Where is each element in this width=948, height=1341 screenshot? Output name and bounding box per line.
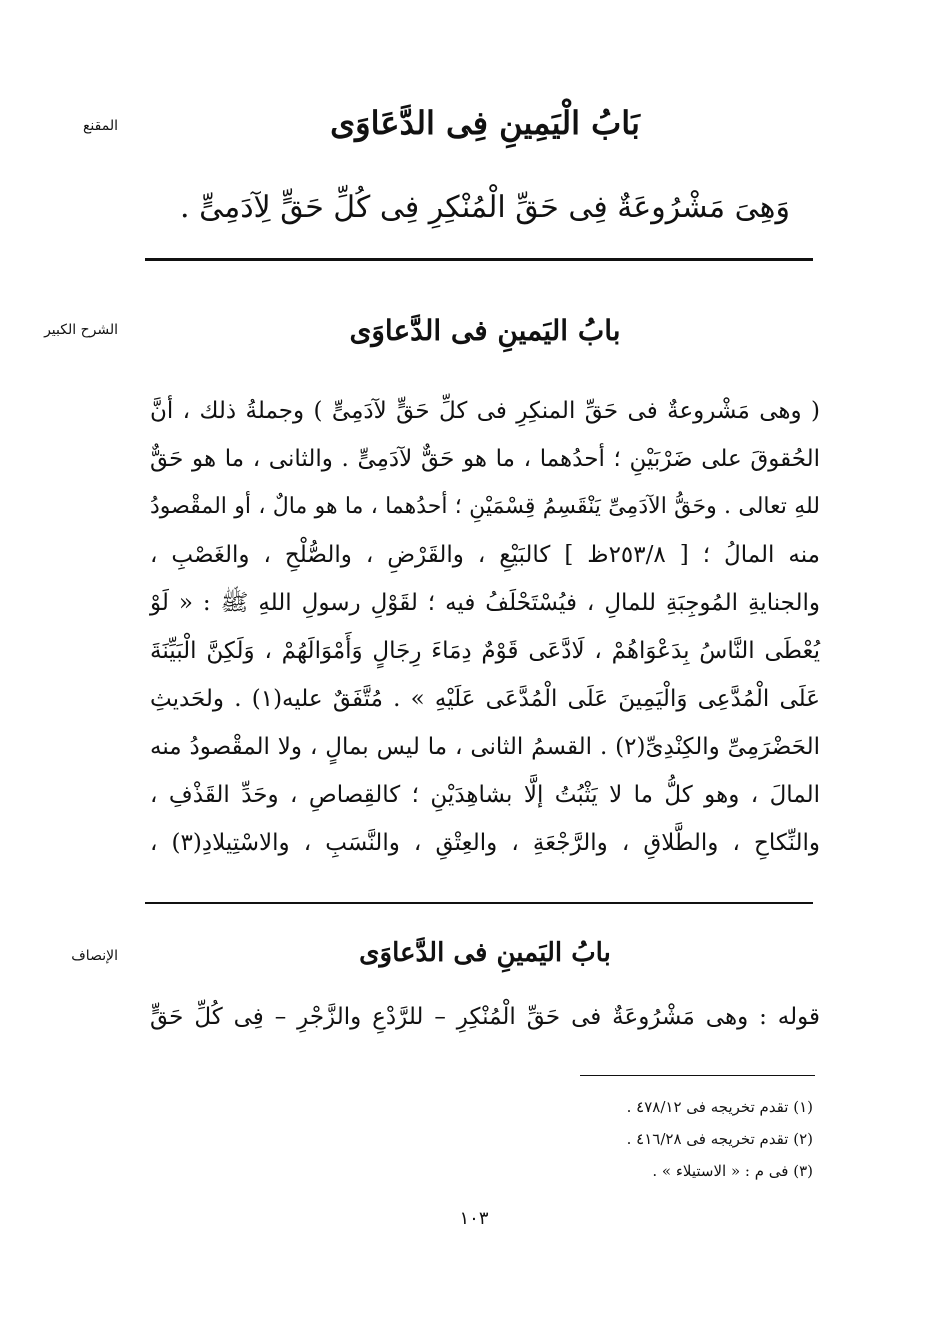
- sharh-line: الحَضْرَمِىِّ والكِنْدِىِّ(٢) . القسمُ الثانى ، ما ليس بمالٍ ، ولا المقْصودُ منه: [150, 734, 820, 760]
- section-label-muqni: المقنع: [82, 118, 118, 134]
- footnote: (٢) تقدم تخريجه فى ٤١٦/٢٨ .: [626, 1130, 813, 1148]
- divider-sharh: [145, 902, 813, 904]
- footnote: (٣) فى م : « الاستيلاء » .: [652, 1162, 813, 1180]
- sharh-line: والجنايةِ المُوجِبَةِ للمالِ ، فيُسْتَحْلَفُ فيه ؛ لقَوْلِ رسولِ اللهِ ﷺ : « لَوْ: [150, 590, 820, 616]
- title-sharh: بابُ اليَمينِ فى الدَّعاوَى: [349, 314, 621, 347]
- section-label-insaf: الإنصاف: [71, 948, 118, 964]
- title-muqni: بَابُ الْيَمِينِ فِى الدَّعَاوَى: [330, 104, 640, 142]
- sharh-line: ( وهى مَشْروعةٌ فى حَقِّ المنكِرِ فى كلِّ حَقٍّ لآدَمِىٍّ ) وجملةُ ذلك ، أنَّ: [150, 398, 820, 424]
- title-insaf: بابُ اليَمينِ فى الدَّعاوَى: [359, 938, 611, 968]
- sharh-line: منه المالُ ؛ [ ٢٥٣/٨ظ ] كالبَيْعِ ، والقَرْضِ ، والصُّلْحِ ، والغَصْبِ ،: [150, 542, 820, 568]
- sharh-line: والنِّكاحِ ، والطَّلاقِ ، والرَّجْعَةِ ، والعِتْقِ ، والنَّسَبِ ، والاسْتِيلادِ(٣) ،: [150, 830, 820, 856]
- divider-muqni: [145, 258, 813, 261]
- footnote: (١) تقدم تخريجه فى ٤٧٨/١٢ .: [626, 1098, 813, 1116]
- sharh-line: عَلَى الْمُدَّعِى وَالْيَمِينَ عَلَى الْمُدَّعَى عَلَيْهِ » . مُتَّفَقٌ عليه(١) . ولحَديثِ: [150, 686, 820, 712]
- text-muqni: وَهِىَ مَشْرُوعَةٌ فِى حَقِّ الْمُنْكِرِ فِى كُلِّ حَقٍّ لِآدَمِىٍّ .: [180, 190, 790, 225]
- page-number: ١٠٣: [459, 1208, 489, 1229]
- sharh-line: يُعْطَى النَّاسُ بِدَعْوَاهُمْ ، لَادَّعَى قَوْمٌ دِمَاءَ رِجَالٍ وَأَمْوَالَهُمْ ، وَلَكِنَّ الْبَيِّنَةَ: [150, 638, 820, 664]
- footnote-separator: [580, 1075, 815, 1076]
- sharh-line: للهِ تعالى . وحَقُّ الآدَمِىِّ يَنْقَسِمُ قِسْمَيْنِ ؛ أحدُهما ، ما هو مالٌ ، أو المقْصودُ: [150, 494, 820, 519]
- section-label-sharh: الشرح الكبير: [44, 322, 118, 338]
- sharh-line: المالَ ، وهو كلُّ ما لا يَثْبُتُ إلَّا بشاهِدَيْنِ ؛ كالقِصاصِ ، وحَدِّ القَذْفِ ،: [150, 782, 820, 808]
- text-insaf: قوله : وهى مَشْرُوعَةٌ فى حَقِّ الْمُنْكِرِ – للرَّدْعِ والزَّجْرِ – فِى كُلِّ حَقٍّ: [150, 1004, 820, 1030]
- sharh-line: الحُقوقَ على ضَرْبَيْنِ ؛ أحدُهما ، ما هو حَقٌّ لآدَمِىٍّ . والثانى ، ما هو حَقٌّ: [150, 446, 820, 472]
